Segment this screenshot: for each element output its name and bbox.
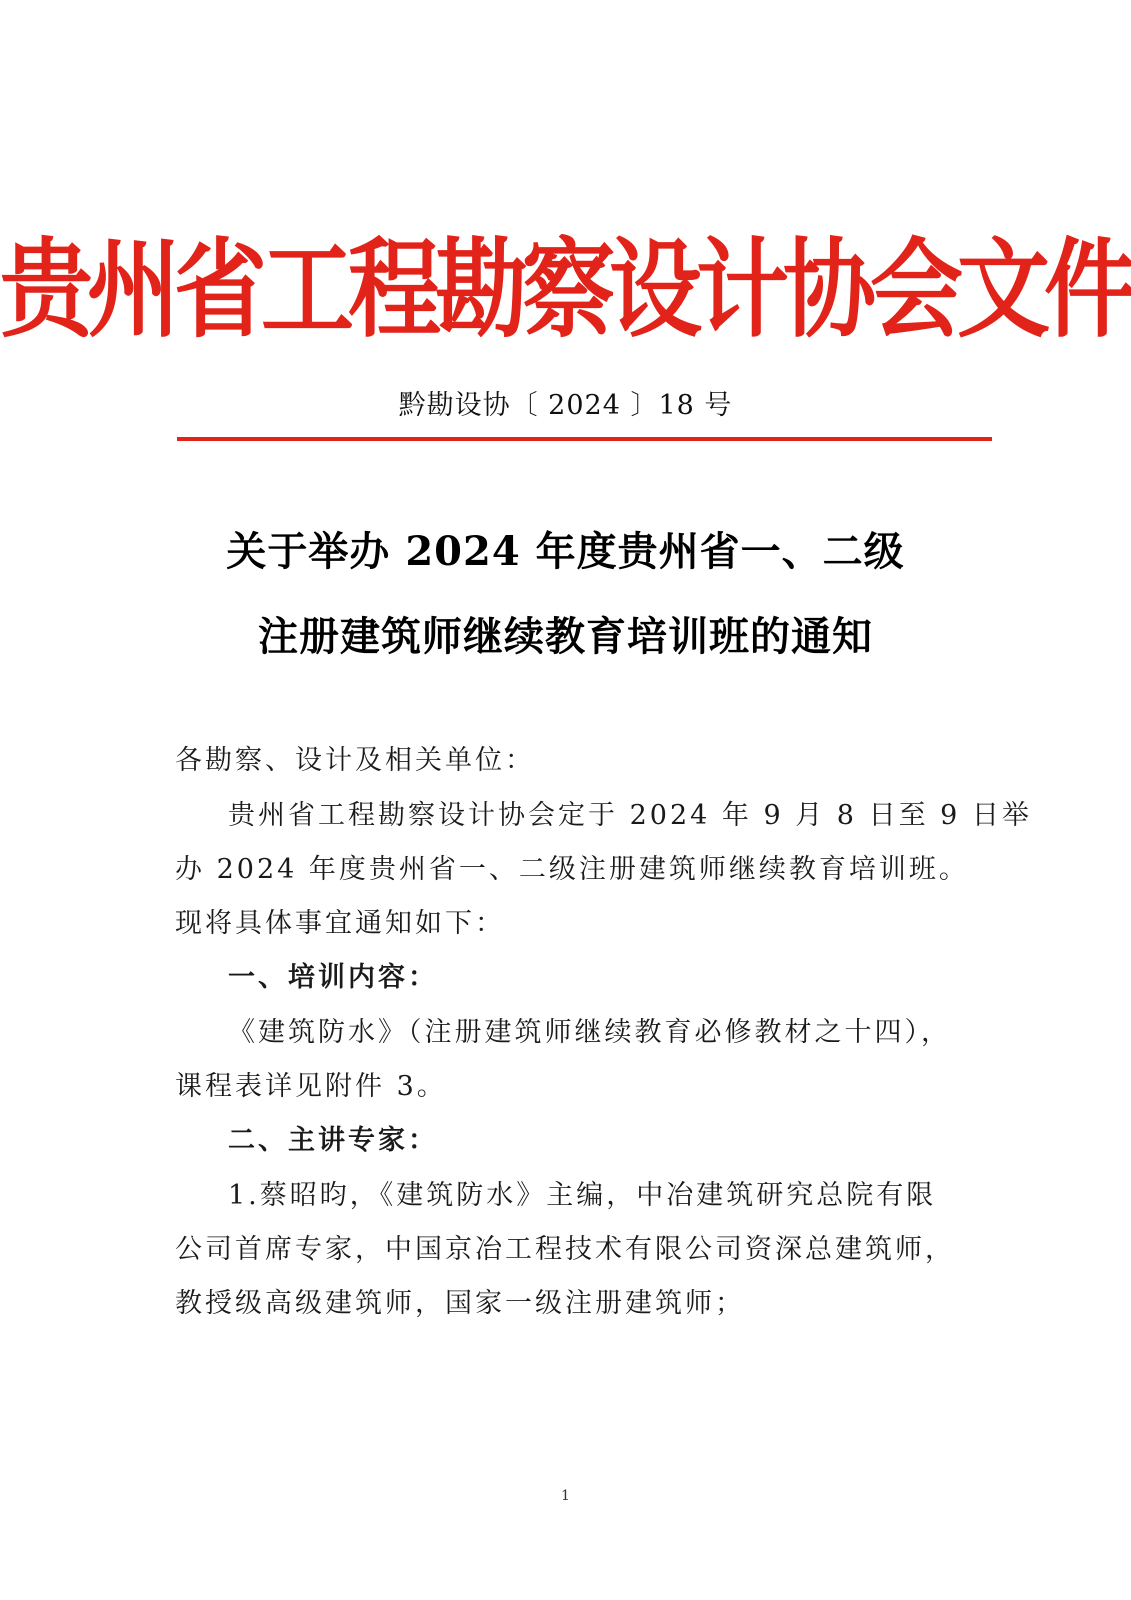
training-content-line-2: 课程表详见附件 3。 [175,1071,447,1102]
salutation: 各勘察、设计及相关单位： [175,745,535,776]
document-number: 黔勘设协〔 2024 〕18 号 [398,390,733,421]
expert-1-line-1: 1.蔡昭昀，《建筑防水》主编，中冶建筑研究总院有限 [228,1180,937,1211]
masthead-title: 贵州省工程勘察设计协会文件 [0,226,1131,352]
training-content-line-1: 《建筑防水》（注册建筑师继续教育必修教材之十四）， [228,1017,951,1048]
intro-paragraph-line-2: 办 2024 年度贵州省一、二级注册建筑师继续教育培训班。 [175,854,969,885]
expert-1-line-2: 公司首席专家，中国京冶工程技术有限公司资深总建筑师， [175,1234,955,1265]
notice-title-line-2: 注册建筑师继续教育培训班的通知 [258,613,873,660]
section-heading-training-content: 一、培训内容： [228,962,438,993]
section-heading-lecturers: 二、主讲专家： [228,1125,438,1156]
page-number: 1 [561,1488,570,1504]
intro-paragraph-line-1: 贵州省工程勘察设计协会定于 2024 年 9 月 8 日至 9 日举 [228,800,1032,831]
intro-paragraph-line-3: 现将具体事宜通知如下： [175,908,505,939]
notice-title-line-1: 关于举办 2024 年度贵州省一、二级 [226,528,905,575]
red-divider-line [177,437,992,441]
expert-1-line-3: 教授级高级建筑师，国家一级注册建筑师； [175,1288,745,1319]
